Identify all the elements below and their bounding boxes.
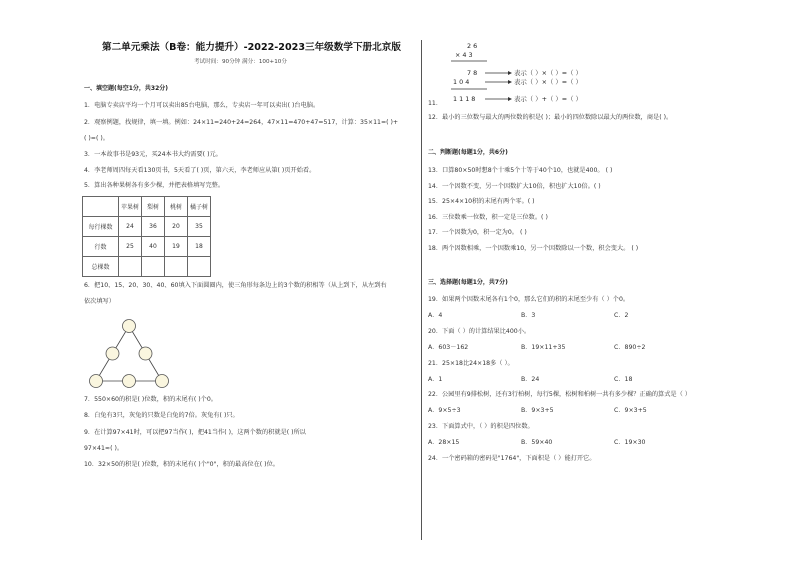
question-22: 22．公园里有9排松树，还有3行柏树，每行5棵，松树和柏树一共有多少棵？正确的算式是（ ） <box>428 391 691 398</box>
question-15: 15．25×4×10积的末尾有两个零。( ) <box>428 198 535 205</box>
table-cell: 总棵数 <box>83 257 119 277</box>
question-5: 5．算出各种果树各有多少棵，并把表格填写完整。 <box>84 182 225 189</box>
explain-line-2: 表示（ ）×（ ）=（ ） <box>514 78 582 86</box>
question-20: 20．下面（ ）的计算结果比400小。 <box>428 328 531 335</box>
option-a: A．9×5÷3 <box>428 407 461 414</box>
question-16: 16．三位数乘一位数，积一定是三位数。( ) <box>428 214 548 221</box>
table-cell: 每行棵数 <box>83 217 119 237</box>
partial-product-1: 7 8 <box>467 69 478 77</box>
circle-blank <box>139 347 152 360</box>
question-18: 18．两个因数相乘，一个因数乘10，另一个因数除以一个数，积会变大。 ( ) <box>428 245 639 252</box>
circle-blank <box>123 320 136 333</box>
section-true-false: 二、判断题(每题1分，共6分) <box>428 149 508 156</box>
option-b: B．59×40 <box>521 439 553 446</box>
table-row <box>83 237 211 257</box>
option-c: C．890÷2 <box>614 344 646 351</box>
table-header-cell <box>83 197 119 217</box>
option-a: A．1 <box>428 376 443 383</box>
question-13: 13．口算80×50时想8个十乘5个十等于40个10，也就是400。 ( ) <box>428 167 613 174</box>
section-multiple-choice: 三、选择题(每题1分，共7分) <box>428 279 508 286</box>
question-9: 9．在计算97×41时，可以把97当作( )，把41当作( )，这两个数的积就是( )所以 <box>84 429 306 436</box>
explain-line-1: 表示（ ）×（ ）=（ ） <box>514 69 582 77</box>
circle-blank <box>156 375 169 388</box>
table-row <box>83 257 211 277</box>
triangle-circle-diagram <box>84 318 172 390</box>
page-title: 第二单元乘法（B卷：能力提升）-2022-2023三年级数学下册北京版 <box>102 42 401 53</box>
question-23: 23．下面算式中，（ ）的积是四位数。 <box>428 423 534 430</box>
multiplicand: 2 6 <box>467 42 478 50</box>
question-4: 4．李老师周四每天看130页书，5天看了( )页，第六天，李老师应从第( )页开始看。 <box>84 167 316 174</box>
question-19: 19．如果两个因数末尾各有1个0，那么它们的积的末尾至少有（ ）个0。 <box>428 296 630 303</box>
partial-product-2: 1 0 4 <box>453 78 470 86</box>
table-header-cell: 梨树 <box>142 197 165 217</box>
table-cell <box>142 257 165 277</box>
option-c: C．9×3+5 <box>614 407 647 414</box>
question-21: 21．25×18比24×18多（ ）。 <box>428 360 514 367</box>
question-2-cont: ( )=( )。 <box>84 135 109 142</box>
question-6: 6．把10、15、20、30、40、60填入下面圆圈内，使三角形每条边上的3个数的积相等（从上到下，从左到右 <box>84 282 387 289</box>
multiplier: × 4 3 <box>455 51 473 59</box>
table-cell: 18 <box>188 237 211 257</box>
question-1: 1．电脑专卖店平均一个月可以卖出85台电脑，那么，专卖店一年可以卖出( )台电脑。 <box>84 102 320 109</box>
table-cell: 25 <box>119 237 142 257</box>
question-7: 7．550×60的积是( )位数，积的末尾有( )个0。 <box>84 396 217 403</box>
option-a: A．4 <box>428 312 443 319</box>
option-b: B．3 <box>521 312 536 319</box>
question-11: 11． <box>428 100 443 107</box>
table-cell: 20 <box>165 217 188 237</box>
option-c: C．18 <box>614 376 633 383</box>
question-14: 14．一个因数不变，另一个因数扩大10倍，积也扩大10倍。( ) <box>428 183 601 190</box>
question-17: 17．一个因数为0，积一定为0。 ( ) <box>428 229 527 236</box>
question-12: 12．最小的三位数与最大的两位数的积是( )；最小的四位数除以最大的两位数，商是( )。 <box>428 114 673 121</box>
exam-info: 考试时间：90分钟 满分：100+10分 <box>194 59 287 65</box>
question-8: 8．白兔有3只，灰兔的只数是白兔的7倍。灰兔有( )只。 <box>84 412 239 419</box>
question-3: 3．一本故事书是93元，买24本书大约需要( )元。 <box>84 151 222 158</box>
question-24: 24．一个密码箱的密码是"1764"，下面积是（ ）能打开它。 <box>428 455 596 462</box>
vertical-multiplication <box>445 42 645 104</box>
option-a: A．28×15 <box>428 439 460 446</box>
option-b: B．19×11+35 <box>521 344 566 351</box>
question-9-cont: 97×41≈( )。 <box>84 445 124 452</box>
circle-blank <box>123 375 136 388</box>
section-fill-blank: 一、填空题(每空1分，共32分) <box>84 85 169 92</box>
circle-blank <box>90 375 103 388</box>
option-b: B．24 <box>521 376 540 383</box>
table-cell: 40 <box>142 237 165 257</box>
question-2: 2．观察例题，找规律，填一填。例如：24×11=240+24=264，47×11=470+47=517，计算：35×11=( )+ <box>84 119 399 126</box>
column-divider <box>421 40 422 540</box>
table-cell: 36 <box>142 217 165 237</box>
table-cell <box>119 257 142 277</box>
table-cell: 19 <box>165 237 188 257</box>
circle-blank <box>106 347 119 360</box>
option-c: C．2 <box>614 312 629 319</box>
question-6-cont: 依次填写） <box>84 298 115 305</box>
arrow-head <box>508 80 512 84</box>
table-cell: 35 <box>188 217 211 237</box>
table-cell <box>188 257 211 277</box>
question-10: 10．32×50的积是( )位数，积的末尾有( )个"0"，积的最高位在( )位。 <box>84 461 279 468</box>
arrow-head <box>508 97 512 101</box>
table-cell <box>165 257 188 277</box>
product-result: 1 1 1 8 <box>453 95 476 103</box>
arrow-head <box>508 71 512 75</box>
fruit-tree-table <box>82 196 211 277</box>
option-c: C．19×30 <box>614 439 646 446</box>
table-cell: 24 <box>119 217 142 237</box>
table-row <box>83 217 211 237</box>
table-header-cell: 橘子树 <box>188 197 211 217</box>
option-a: A．603－162 <box>428 344 469 351</box>
table-header-cell: 苹果树 <box>119 197 142 217</box>
explain-line-3: 表示（ ）+（ ）=（ ） <box>514 95 582 103</box>
table-row <box>83 197 211 217</box>
table-cell: 行数 <box>83 237 119 257</box>
option-b: B．9×3+5 <box>521 407 554 414</box>
table-header-cell: 桃树 <box>165 197 188 217</box>
